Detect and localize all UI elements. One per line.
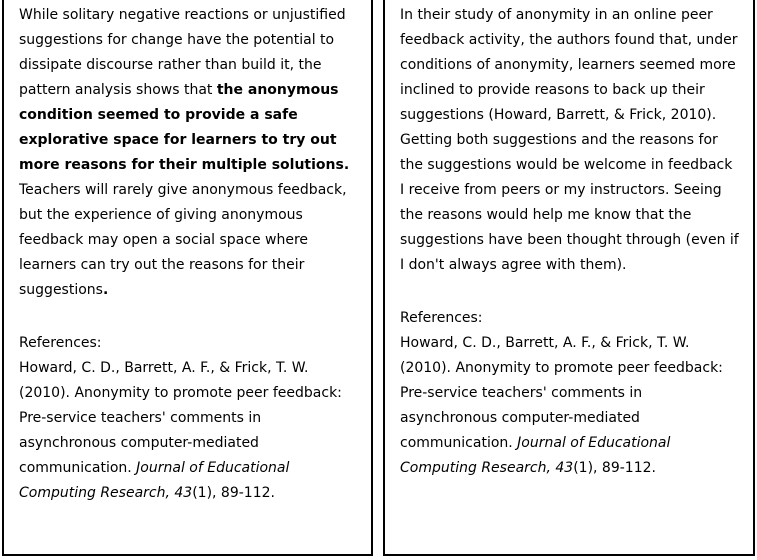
right-references-block <box>400 306 740 481</box>
left-panel <box>2 0 373 556</box>
panel-divider-gap <box>373 0 383 560</box>
left-body-segment: Teachers will rarely give anonymous feedback, but the experience of giving anonymous feedback may open a social space where learners can try out the reasons for their suggestions <box>19 182 347 298</box>
left-citation-segment: (1), 89-112. <box>192 485 275 501</box>
left-body-bold-segment: the anonymous condition seemed to provide a safe explorative space for learners to try out more reasons for their multiple solutions. <box>19 82 350 173</box>
left-body-bold-segment: . <box>102 282 109 298</box>
right-references-label: References: <box>400 310 483 326</box>
right-citation-segment: (1), 89-112. <box>573 460 656 476</box>
left-body-paragraph <box>19 3 358 303</box>
left-references-block <box>19 331 358 506</box>
right-reference-citation <box>400 331 740 481</box>
left-references-label: References: <box>19 335 102 351</box>
right-citation-journal-title: Journal of Educational Computing Research, 43 <box>400 435 671 476</box>
right-body-paragraph <box>400 3 740 278</box>
right-panel <box>383 0 755 556</box>
left-citation-segment: Howard, C. D., Barrett, A. F., & Frick, T. W. (2010). Anonymity to promote peer feedback: Pre-service teachers' comments in asynchronous computer-mediated communication. <box>19 360 342 476</box>
right-body-segment: In their study of anonymity in an online peer feedback activity, the authors found that, under conditions of anonymity, learners seemed more inclined to provide reasons to back up their suggestions (Howard, Barrett, & Frick, 2010). Getting both suggestions and the reasons for the suggestions would be welcome in feedback I receive from peers or my instructors. Seeing the reasons would help me know that the suggestions have been thought through (even if I don't always agree with them). <box>400 7 739 273</box>
right-citation-segment: Howard, C. D., Barrett, A. F., & Frick, T. W. (2010). Anonymity to promote peer feedback: Pre-service teachers' comments in asynchronous computer-mediated communication. <box>400 335 723 451</box>
left-body-segment: While solitary negative reactions or unjustified suggestions for change have the potential to dissipate discourse rather than build it, the pattern analysis shows that <box>19 7 346 98</box>
left-reference-citation <box>19 356 358 506</box>
left-citation-journal-title: Journal of Educational Computing Research, 43 <box>19 460 290 501</box>
